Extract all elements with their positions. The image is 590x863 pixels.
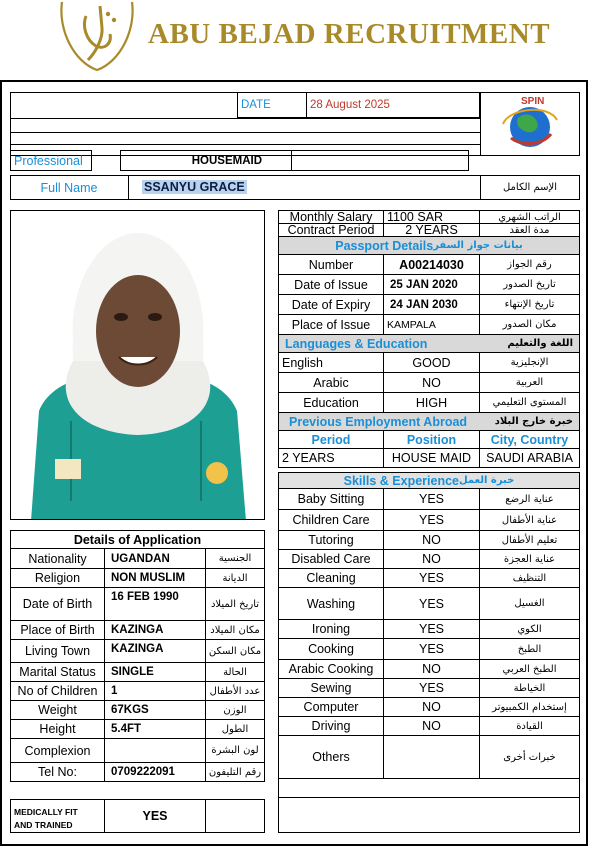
skill-label-ar: خبرات أخرى: [479, 735, 580, 779]
skill-value: YES: [383, 568, 480, 588]
skill-label: Children Care: [278, 509, 384, 531]
application-field-label-ar: الوزن: [205, 700, 265, 720]
professional-label: Professional: [10, 150, 92, 171]
skill-value: YES: [383, 619, 480, 639]
application-field-value: SINGLE: [104, 662, 206, 682]
skill-label-ar: الطبخ العربي: [479, 659, 580, 679]
full-name-label: Full Name: [40, 180, 98, 195]
skill-label: Disabled Care: [278, 549, 384, 569]
skill-label: Washing: [278, 587, 384, 620]
skills-section-title: Skills & Experience خبرة العمل: [278, 472, 580, 489]
application-field-value: 5.4FT: [104, 719, 206, 739]
application-field-label-ar: تاريخ الميلاد: [205, 587, 265, 621]
skill-label: Ironing: [278, 619, 384, 639]
skill-value: NO: [383, 530, 480, 550]
skill-value: YES: [383, 587, 480, 620]
application-field-label-ar: لون البشرة: [205, 738, 265, 763]
agency-name: ABU BEJAD RECRUITMENT: [148, 18, 551, 50]
skill-label-ar: إستخدام الكمبيوتر: [479, 697, 580, 717]
application-field-label-ar: رقم التليفون: [205, 762, 265, 782]
salary-label: Monthly Salary: [278, 210, 384, 224]
passport-field-label-ar: مكان الصدور: [479, 314, 580, 335]
application-form: [0, 80, 588, 846]
passport-field-label: Date of Issue: [278, 274, 384, 295]
skill-label: Cleaning: [278, 568, 384, 588]
application-section-title: Details of Application: [10, 530, 265, 549]
languages-section-title: Languages & Education اللغة والتعليم: [278, 334, 580, 353]
passport-field-value: 24 JAN 2030: [383, 294, 480, 315]
skill-label-ar: عناية العجزة: [479, 549, 580, 569]
skill-value: YES: [383, 488, 480, 510]
passport-field-label: Place of Issue: [278, 314, 384, 335]
application-field-value: UGANDAN: [104, 548, 206, 569]
employment-period-value: 2 YEARS: [278, 448, 384, 468]
application-field-value: 1: [104, 681, 206, 701]
employment-col-country: City, Country: [479, 430, 580, 449]
skill-value: YES: [383, 678, 480, 698]
partner-globe-icon: [491, 94, 569, 154]
skill-value: NO: [383, 716, 480, 736]
application-field-label-ar: الجنسية: [205, 548, 265, 569]
skill-label-ar: الكوي: [479, 619, 580, 639]
application-field-label-ar: الطول: [205, 719, 265, 739]
partner-logo-box: [480, 92, 580, 156]
employment-country-value: SAUDI ARABIA: [479, 448, 580, 468]
application-field-label-ar: مكان السكن: [205, 639, 265, 663]
application-field-label: Marital Status: [10, 662, 105, 682]
period-label-ar: مدة العقد: [479, 223, 580, 237]
language-value: NO: [383, 372, 480, 393]
full-name-label-ar: الإسم الكامل: [502, 182, 558, 193]
language-label-ar: العربية: [479, 372, 580, 393]
skill-value: NO: [383, 697, 480, 717]
application-field-value: KAZINGA: [104, 639, 206, 663]
skill-label: Tutoring: [278, 530, 384, 550]
employment-col-period: Period: [278, 430, 384, 449]
medical-label: MEDICALLY FIT AND TRAINED: [10, 799, 105, 833]
application-field-label: Complexion: [10, 738, 105, 763]
passport-field-value: 25 JAN 2020: [383, 274, 480, 295]
skill-label: Baby Sitting: [278, 488, 384, 510]
applicant-portrait-icon: [11, 211, 265, 520]
application-field-label-ar: عدد الأطفال: [205, 681, 265, 701]
period-value: 2 YEARS: [383, 223, 480, 237]
skill-value: YES: [383, 638, 480, 660]
application-field-value: 67KGS: [104, 700, 206, 720]
passport-field-label-ar: تاريخ الصدور: [479, 274, 580, 295]
skill-value: YES: [383, 509, 480, 531]
passport-field-value: A00214030: [383, 254, 480, 275]
language-label: Education: [278, 392, 384, 413]
application-field-label: Date of Birth: [10, 587, 105, 621]
application-field-label-ar: الديانة: [205, 568, 265, 588]
medical-value: YES: [104, 799, 206, 833]
application-field-label: Living Town: [10, 639, 105, 663]
agency-logo-icon: [56, 0, 138, 74]
passport-field-label-ar: تاريخ الإنتهاء: [479, 294, 580, 315]
skill-label: Cooking: [278, 638, 384, 660]
application-field-value: 16 FEB 1990: [104, 587, 206, 621]
skill-label: Others: [278, 735, 384, 779]
employment-col-position: Position: [383, 430, 480, 449]
salary-label-ar: الراتب الشهري: [479, 210, 580, 224]
skill-label-ar: عناية الأطفال: [479, 509, 580, 531]
application-field-value: NON MUSLIM: [104, 568, 206, 588]
employment-position-value: HOUSE MAID: [383, 448, 480, 468]
application-field-value: [104, 738, 206, 763]
skill-label-ar: الطبخ: [479, 638, 580, 660]
skill-value: NO: [383, 549, 480, 569]
language-value: HIGH: [383, 392, 480, 413]
date-value: 28 August 2025: [306, 92, 480, 118]
skill-label: Computer: [278, 697, 384, 717]
period-label: Contract Period: [278, 223, 384, 237]
application-field-label: Weight: [10, 700, 105, 720]
skill-value: [383, 735, 480, 779]
application-field-label: Religion: [10, 568, 105, 588]
application-field-label: Height: [10, 719, 105, 739]
application-field-value: 0709222091: [104, 762, 206, 782]
skill-label: Driving: [278, 716, 384, 736]
full-name-value: SSANYU GRACE: [144, 180, 245, 194]
skill-label-ar: التنظيف: [479, 568, 580, 588]
language-label: English: [278, 352, 384, 373]
skill-label-ar: عناية الرضع: [479, 488, 580, 510]
skill-label: Sewing: [278, 678, 384, 698]
passport-field-label: Number: [278, 254, 384, 275]
passport-section-title: Passport Details بيانات جواز السفر: [278, 236, 580, 255]
passport-field-label: Date of Expiry: [278, 294, 384, 315]
svg-text:SPIN: SPIN: [521, 96, 545, 107]
skill-label-ar: القيادة: [479, 716, 580, 736]
language-value: GOOD: [383, 352, 480, 373]
employment-section-title: Previous Employment Abroad خبرة خارج البلاد: [278, 412, 580, 431]
skill-label: Arabic Cooking: [278, 659, 384, 679]
language-label-ar: المستوى التعليمي: [479, 392, 580, 413]
salary-value: 1100 SAR: [383, 210, 480, 224]
application-field-label: Tel No:: [10, 762, 105, 782]
skill-label-ar: تعليم الأطفال: [479, 530, 580, 550]
application-field-label: Nationality: [10, 548, 105, 569]
professional-value: HOUSEMAID: [120, 150, 292, 171]
date-label: DATE: [237, 92, 307, 118]
language-label-ar: الإنجليزية: [479, 352, 580, 373]
skill-label-ar: الغسيل: [479, 587, 580, 620]
applicant-photo: [10, 210, 265, 520]
application-field-label-ar: مكان الميلاد: [205, 620, 265, 640]
passport-field-label-ar: رقم الجواز: [479, 254, 580, 275]
application-field-label: Place of Birth: [10, 620, 105, 640]
application-field-label-ar: الحالة: [205, 662, 265, 682]
skill-value: NO: [383, 659, 480, 679]
skill-label-ar: الخياطة: [479, 678, 580, 698]
application-field-value: KAZINGA: [104, 620, 206, 640]
application-field-label: No of Children: [10, 681, 105, 701]
language-label: Arabic: [278, 372, 384, 393]
page-header: [0, 0, 590, 78]
passport-field-value: KAMPALA: [383, 314, 480, 335]
